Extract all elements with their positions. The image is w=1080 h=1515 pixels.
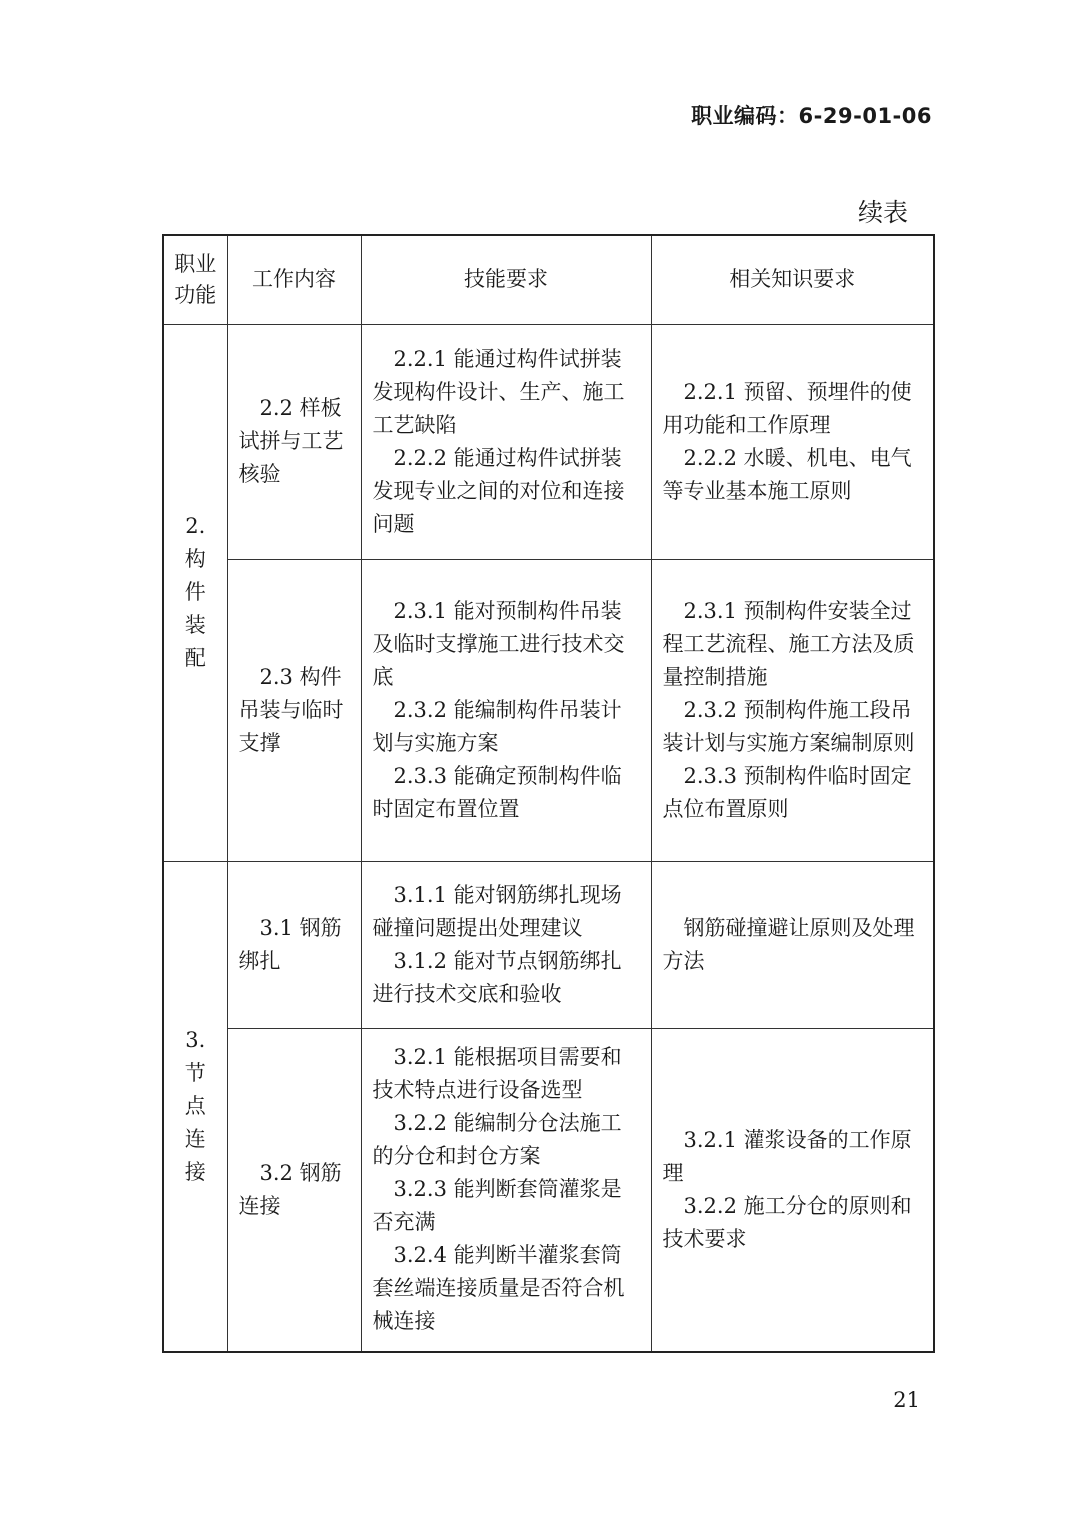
skills-cell: 2.2.1 能通过构件试拼装发现构件设计、生产、施工工艺缺陷 2.2.2 能通过构件试拼装发现专业之间的对位和连接问题 xyxy=(361,324,651,559)
table-row xyxy=(163,324,934,559)
header-skills: 技能要求 xyxy=(361,235,651,324)
work-cell: 2.3 构件吊装与临时支撑 xyxy=(227,559,361,861)
page-number: 21 xyxy=(893,1388,920,1412)
function-cell-2: 2. 构 件 装 配 xyxy=(163,324,227,861)
work-cell: 3.2 钢筋连接 xyxy=(227,1028,361,1352)
knowledge-cell: 2.2.1 预留、预埋件的使用功能和工作原理 2.2.2 水暖、机电、电气等专业基本施工原则 xyxy=(651,324,934,559)
header-knowledge: 相关知识要求 xyxy=(651,235,934,324)
header-work: 工作内容 xyxy=(227,235,361,324)
table-row xyxy=(163,1028,934,1352)
skills-cell: 3.1.1 能对钢筋绑扎现场碰撞问题提出处理建议 3.1.2 能对节点钢筋绑扎进行技术交底和验收 xyxy=(361,861,651,1028)
work-cell: 2.2 样板试拼与工艺核验 xyxy=(227,324,361,559)
knowledge-cell: 3.2.1 灌浆设备的工作原理 3.2.2 施工分仓的原则和技术要求 xyxy=(651,1028,934,1352)
table-row xyxy=(163,559,934,861)
work-cell: 3.1 钢筋绑扎 xyxy=(227,861,361,1028)
continued-label: 续表 xyxy=(857,198,908,227)
skills-table xyxy=(162,234,935,1353)
knowledge-cell: 2.3.1 预制构件安装全过程工艺流程、施工方法及质量控制措施 2.3.2 预制构件施工段吊装计划与实施方案编制原则 2.3.3 预制构件临时固定点位布置原则 xyxy=(651,559,934,861)
header-function: 职业 功能 xyxy=(163,235,227,324)
knowledge-cell: 钢筋碰撞避让原则及处理方法 xyxy=(651,861,934,1028)
function-cell-3: 3. 节 点 连 接 xyxy=(163,861,227,1352)
table-header-row xyxy=(163,235,934,324)
skills-cell: 3.2.1 能根据项目需要和技术特点进行设备选型 3.2.2 能编制分仓法施工的分仓和封仓方案 3.2.3 能判断套筒灌浆是否充满 3.2.4 能判断半灌浆套筒套丝端连接质量是否符合机械连接 xyxy=(361,1028,651,1352)
occupation-code: 职业编码：6-29-01-06 xyxy=(691,104,932,128)
skills-cell: 2.3.1 能对预制构件吊装及临时支撑施工进行技术交底 2.3.2 能编制构件吊装计划与实施方案 2.3.3 能确定预制构件临时固定布置位置 xyxy=(361,559,651,861)
table-row xyxy=(163,861,934,1028)
